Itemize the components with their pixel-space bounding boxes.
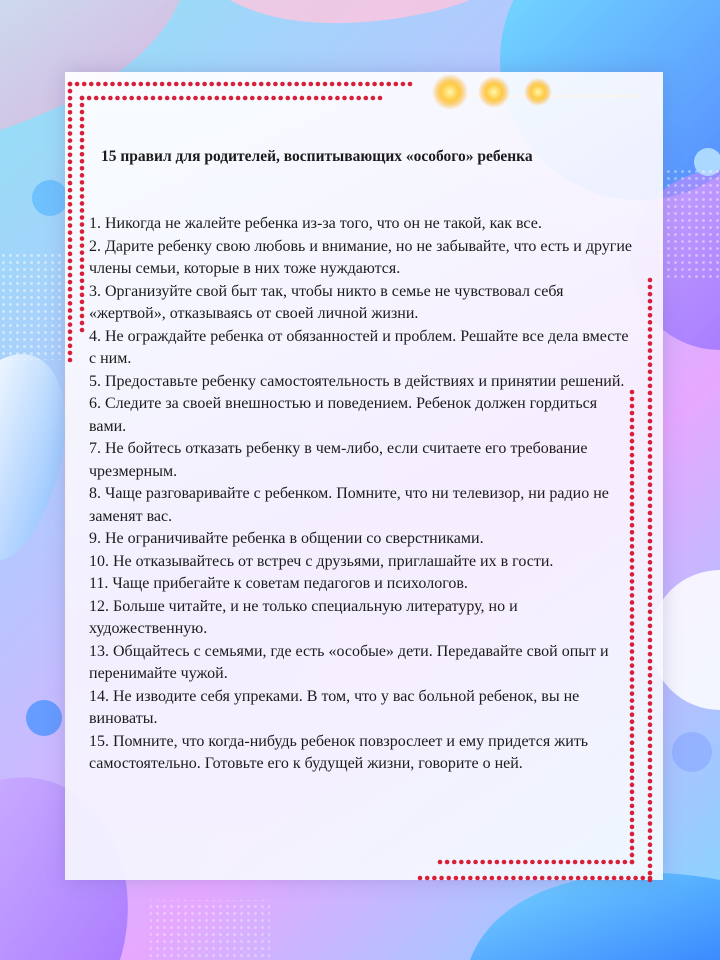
rule-item: 4. Не ограждайте ребенка от обязанностей и проблем. Решайте все дела вместе с ним.: [89, 327, 629, 367]
page-title: 15 правил для родителей, воспитывающих «особого» ребенка: [101, 148, 533, 165]
rule-item: 1. Никогда не жалейте ребенка из-за того, что он не такой, как все.: [89, 215, 542, 232]
rule-item: 9. Не ограничивайте ребенка в общении со сверстниками.: [89, 530, 484, 547]
rule-item: 8. Чаще разговаривайте с ребенком. Помните, что ни телевизор, ни радио не заменят вас.: [89, 485, 609, 525]
rule-item: 15. Помните, что когда-нибудь ребенок повзрослеет и ему придется жить самостоятельно. Готовьте его к будущей жизни, говорите о ней.: [89, 732, 589, 772]
rule-item: 2. Дарите ребенку свою любовь и внимание, но не забывайте, что есть и другие члены семьи, которые в них тоже нуждаются.: [89, 237, 633, 277]
rule-item: 6. Следите за своей внешностью и поведением. Ребенок должен гордиться вами.: [89, 395, 598, 435]
rules-list: [89, 213, 637, 776]
rule-item: 10. Не отказывайтесь от встреч с друзьями, приглашайте их в гости.: [89, 552, 554, 570]
rule-item: 12. Больше читайте, и не только специальную литературу, но и художественную.: [89, 597, 518, 637]
rules-document: [89, 145, 637, 835]
rule-item: 3. Организуйте свой быт так, чтобы никто в семье не чувствовал себя «жертвой», отказываясь от своей личной жизни.: [89, 282, 564, 322]
rule-item: 5. Предоставьте ребенку самостоятельность в действиях и принятии решений.: [89, 372, 625, 390]
rule-item: 11. Чаще прибегайте к советам педагогов и психологов.: [89, 575, 468, 592]
sparkle-icon: [432, 74, 552, 110]
rule-item: 14. Не изводите себя упреками. В том, что у вас больной ребенок, вы не виноваты.: [89, 687, 580, 727]
rule-item: 13. Общайтесь с семьями, где есть «особые» дети. Передавайте свой опыт и перенимайте чужой.: [89, 642, 609, 682]
rule-item: 7. Не бойтесь отказать ребенку в чем-либо, если считаете его требование чрезмерным.: [89, 440, 588, 480]
